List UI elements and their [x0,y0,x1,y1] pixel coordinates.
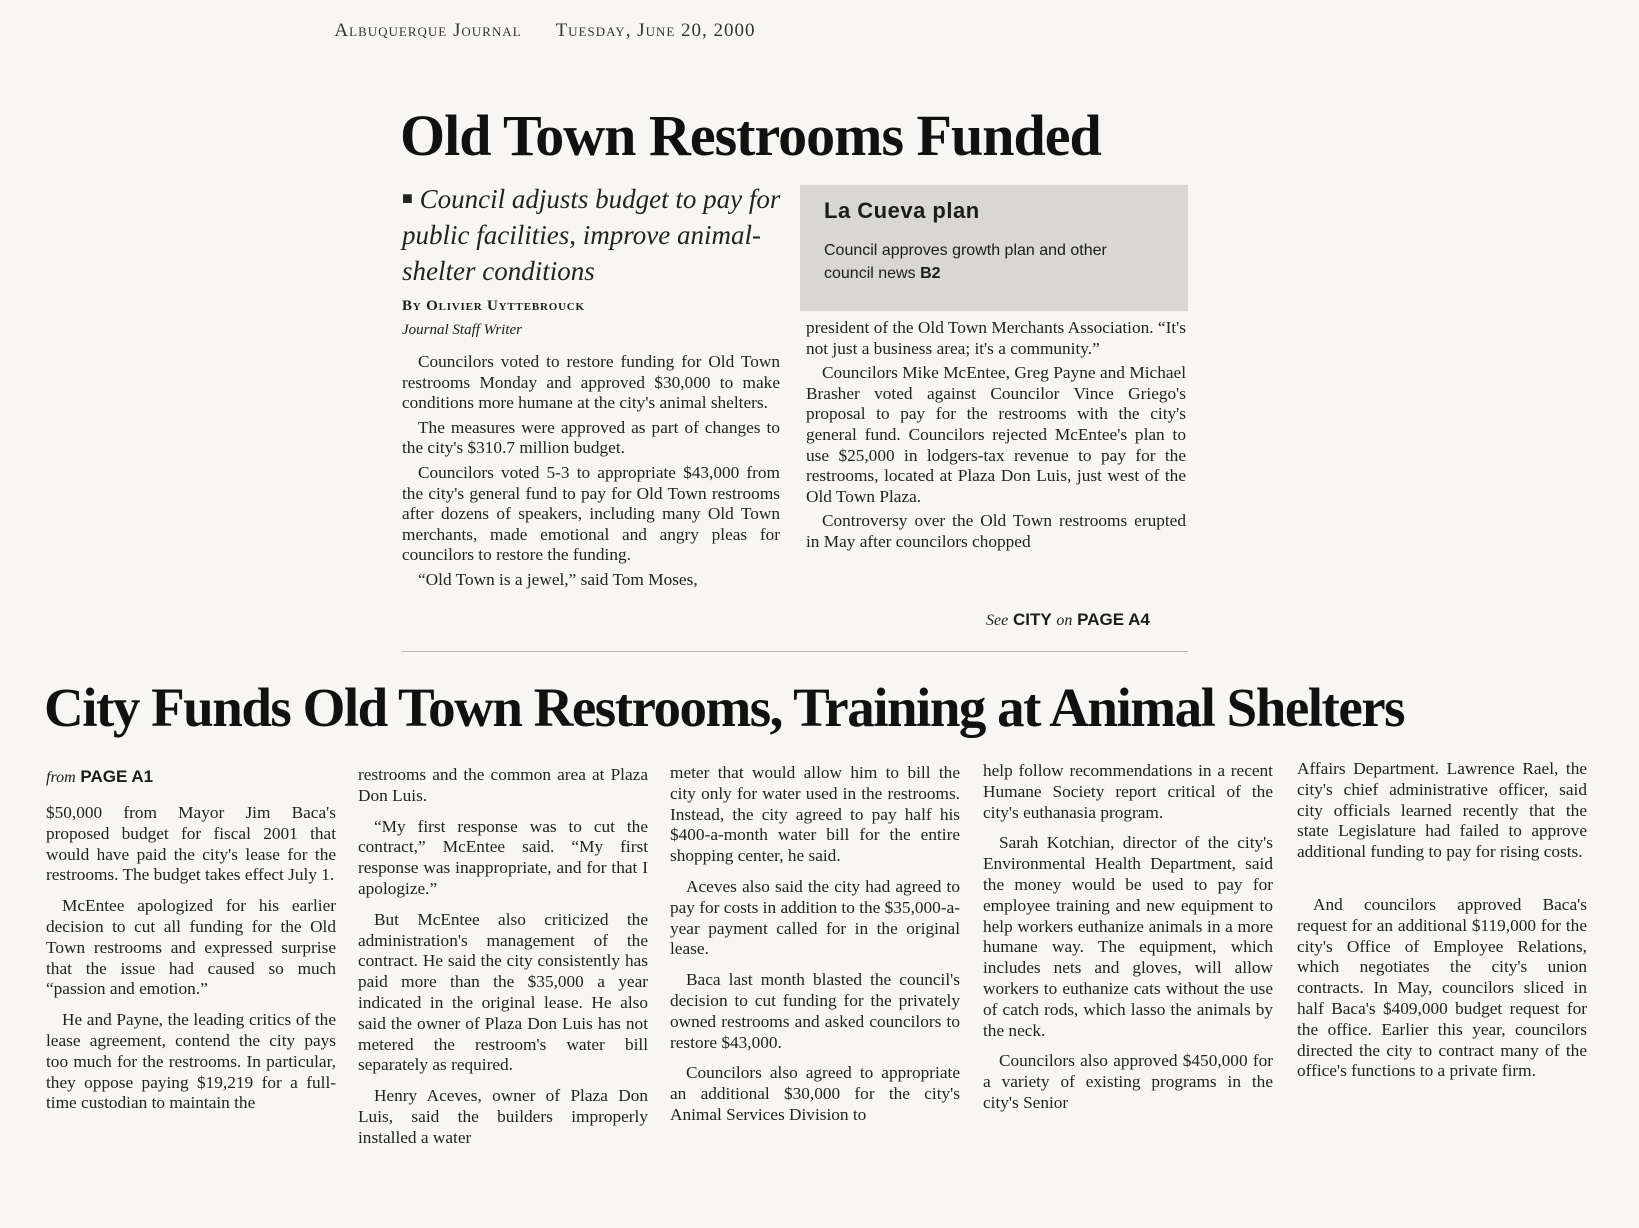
jump-on: on [1056,612,1073,629]
newspaper-name: Albuquerque Journal [334,20,522,41]
front-column-2 [806,318,1186,557]
paragraph: Councilors voted 5-3 to appropriate $43,000 from the city's general fund to pay for Old Town restrooms after dozens of speakers, including many Old Town merchants, made emotional and angry pleas for councilors to restore the funding. [402,462,780,565]
jump-column-5 [1297,759,1587,1092]
byline-title: Journal Staff Writer [402,322,522,338]
paragraph: “Old Town is a jewel,” said Tom Moses, [418,569,698,589]
jump-column-3 [670,763,960,1136]
promo-title: La Cueva plan [824,198,980,223]
jump-headline: City Funds Old Town Restrooms, Training at Animal Shelters [44,677,1405,738]
jump-section: CITY [1012,610,1052,629]
paragraph: Baca last month blasted the council's decision to cut funding for the privately owned restrooms and asked councilors to restore $43,000. [670,970,960,1052]
paragraph: Councilors Mike McEntee, Greg Payne and Michael Brasher voted against Councilor Vince Griego's proposal to pay for the restrooms with the city's general fund. Councilors rejected McEntee's plan to use $25,000 in lodgers-tax revenue to pay for the restrooms, located at Plaza Don Luis, just west of the Old Town Plaza. [806,363,1186,506]
paragraph: The measures were approved as part of changes to the city's $310.7 million budget. [402,417,780,458]
jump-column-2 [358,765,648,1159]
jump-see: See [986,612,1009,629]
front-headline: Old Town Restrooms Funded [400,103,1101,168]
paragraph: Aceves also said the city had agreed to pay for costs in addition to the $35,000-a-year payment called for in the original lease. [670,876,960,959]
paragraph: But McEntee also criticized the administration's management of the contract. He said the city consistently has paid more than the $35,000 a year indicated in the original lease. He also said the owner of Plaza Don Luis has not metered the restroom's water bill separately as required. [358,909,648,1075]
jump-column-4 [983,761,1273,1124]
from-page: PAGE A1 [80,767,154,786]
deck-text: Council adjusts budget to pay for public facilities, improve animal-shelter conditions [402,184,781,286]
front-column-1 [402,352,780,595]
paragraph: Controversy over the Old Town restrooms erupted in May after councilors chopped [806,511,1186,551]
subheadline-deck [402,180,792,289]
paragraph: Affairs Department. Lawrence Rael, the city's chief administrative officer, said city officials learned recently that the state Legislature had failed to approve additional funding to pay for rising costs. [1297,759,1587,862]
from-word: from [46,769,76,786]
jump-page: PAGE A4 [1077,610,1150,629]
paragraph: Councilors also agreed to appropriate an additional $30,000 for the city's Animal Services Division to [670,1063,960,1124]
paragraph: McEntee apologized for his earlier decision to cut all funding for the Old Town restrooms and expressed surprise that the issue had caused so much “passion and emotion.” [46,896,336,999]
divider [402,651,1188,652]
promo-text [824,239,1154,285]
jump-column-1 [46,803,336,1124]
byline: By Olivier Uyttebrouck [402,298,585,314]
jump-line [986,610,1150,630]
promo-page-ref: B2 [920,265,941,282]
paragraph: Henry Aceves, owner of Plaza Don Luis, said the builders improperly installed a water [358,1086,648,1147]
paragraph: help follow recommendations in a recent Humane Society report critical of the city's euthanasia program. [983,761,1273,822]
bullet-icon: ■ [402,188,413,208]
paragraph: He and Payne, the leading critics of the lease agreement, contend the city pays too much for the restrooms. In particular, they oppose paying $19,219 for a full-time custodian to maintain the [46,1010,336,1113]
publication-date: Tuesday, June 20, 2000 [555,20,756,41]
paragraph: Councilors also approved $450,000 for a variety of existing programs in the city's Senior [983,1051,1273,1112]
paragraph: president of the Old Town Merchants Association. “It's not just a business area; it's a community.” [806,318,1186,358]
promo-description: Council approves growth plan and other council news [824,242,1107,282]
paragraph: Sarah Kotchian, director of the city's Environmental Health Department, said the money would be used to pay for employee training and new equipment to help workers euthanize animals in a more humane way. The equipment, which includes nets and gloves, will allow workers to euthanize cats without the use of catch rods, which lasso the animals by the neck. [983,833,1273,1040]
paragraph: Councilors voted to restore funding for Old Town restrooms Monday and approved $30,000 to make conditions more humane at the city's animal shelters. [402,352,780,413]
paragraph: “My first response was to cut the contract,” McEntee said. “My first response was inappropriate, and for that I apologize.” [358,816,648,898]
promo-box [800,185,1188,311]
paragraph: restrooms and the common area at Plaza Don Luis. [358,765,648,805]
continued-from [46,767,153,787]
paragraph: $50,000 from Mayor Jim Baca's proposed budget for fiscal 2001 that would have paid the city's lease for the restrooms. The budget takes effect July 1. [46,803,336,885]
paragraph: meter that would allow him to bill the city only for water used in the restrooms. Instead, the city agreed to pay half his $400-a-month water bill for the entire shopping center, he said. [670,763,960,866]
masthead [0,20,1090,42]
paragraph: And councilors approved Baca's request for an additional $119,000 for the city's Office of Employee Relations, which negotiates the city's union contracts. In May, councilors sliced in half Baca's $409,000 budget request for the office. Earlier this year, councilors directed the city to contract many of the office's functions to a private firm. [1297,894,1587,1081]
